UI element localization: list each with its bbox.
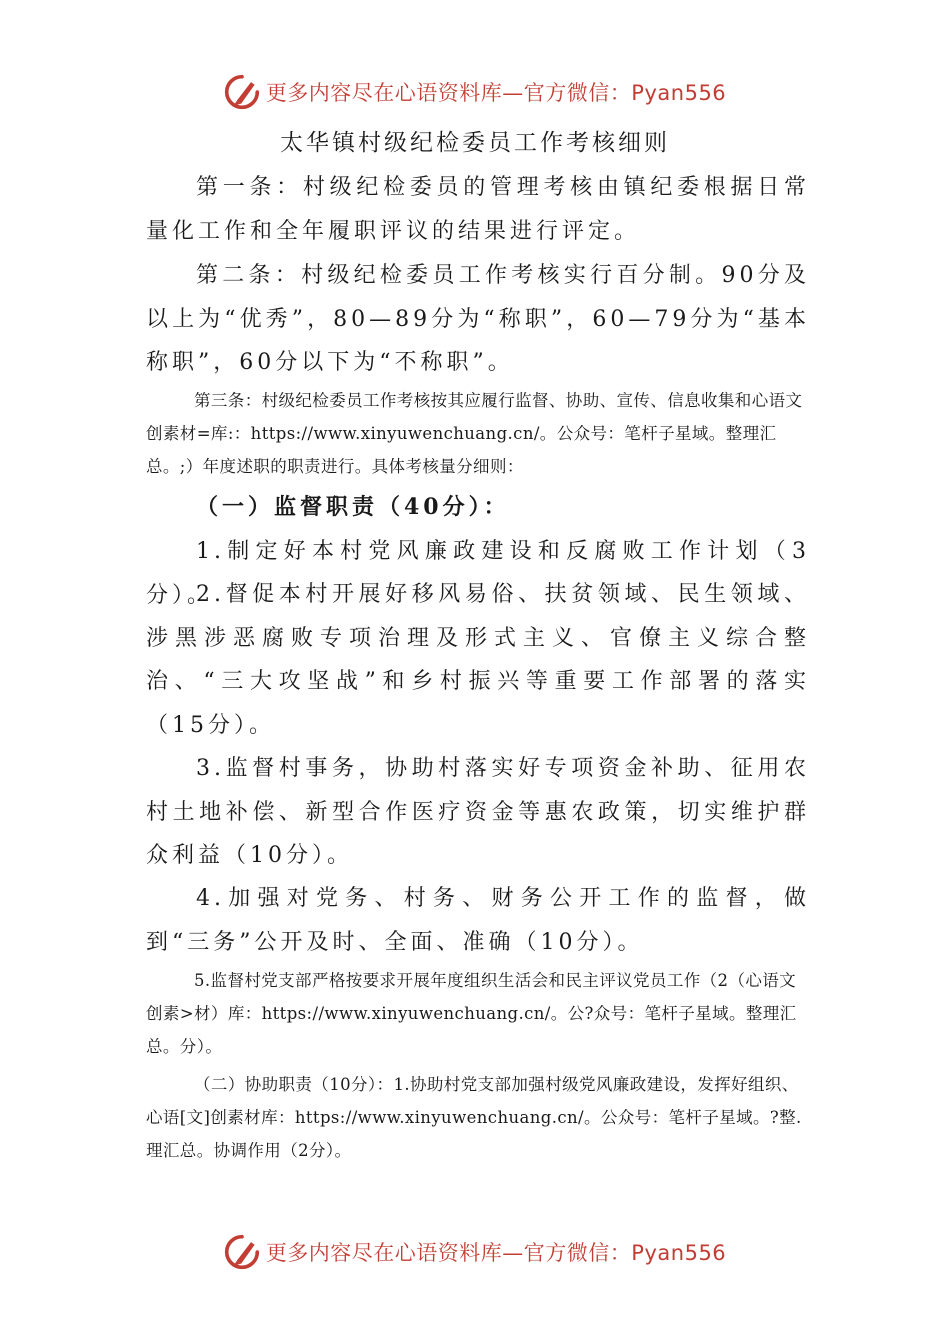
- section-1-item-2: 2.督促本村开展好移风易俗、扶贫领域、民生领域、涉黑涉恶腐败专项治理及形式主义、官僚主义综合整治、“三大攻坚战”和乡村振兴等重要工作部署的落实（15分）。: [146, 582, 810, 738]
- section-1-item-5: 5.监督村党支部严格按要求开展年度组织生活会和民主评议党员工作（2（心语文创素>材）库：https://www.xinyuwenchuang.cn/。公?众号：笔杆子星域。整理汇总。分）。: [146, 971, 797, 1056]
- section-1-heading: （一）监督职责（40分）：: [196, 494, 510, 520]
- watermark-text: 更多内容尽在心语资料库—官方微信：Pyan556: [265, 1241, 727, 1265]
- pen-nib-logo-icon: [224, 1234, 260, 1270]
- article-1: 第一条：村级纪检委员的管理考核由镇纪委根据日常量化工作和全年履职评议的结果进行评定。: [146, 175, 810, 244]
- watermark-banner-bottom: [0, 1232, 950, 1272]
- article-2: 第二条：村级纪检委员工作考核实行百分制。90分及以上为“优秀”，80—89分为“称职”，60—79分为“基本称职”，60分以下为“不称职”。: [146, 263, 810, 375]
- section-2-assist: （二）协助职责（10分）：1.协助村党支部加强村级党风廉政建设，发挥好组织、心语[文]创素材库：https://www.xinyuwenchuang.cn/。公众号：笔杆子星域。?整.理汇总。协调作用（2分）。: [146, 1075, 802, 1160]
- pen-nib-logo-icon: [224, 74, 260, 110]
- watermark-text: 更多内容尽在心语资料库—官方微信：Pyan556: [265, 81, 727, 105]
- section-1-item-4: 4.加强对党务、村务、财务公开工作的监督，做到“三务”公开及时、全面、准确（10分）。: [146, 886, 810, 955]
- article-3: 第三条：村级纪检委员工作考核按其应履行监督、协助、宣传、信息收集和心语文创素材=库:：https://www.xinyuwenchuang.cn/。公众号：笔杆子星域。整理汇总。;）年度述职的职责进行。具体考核量分细则：: [146, 391, 803, 476]
- section-1-item-1: 1.制定好本村党风廉政建设和反腐败工作计划（3分）。: [146, 539, 810, 608]
- watermark-banner-top: [0, 72, 950, 112]
- document-title: 太华镇村级纪检委员工作考核细则: [280, 130, 670, 156]
- section-1-item-3: 3.监督村事务，协助村落实好专项资金补助、征用农村土地补偿、新型合作医疗资金等惠农政策，切实维护群众利益（10分）。: [146, 756, 810, 868]
